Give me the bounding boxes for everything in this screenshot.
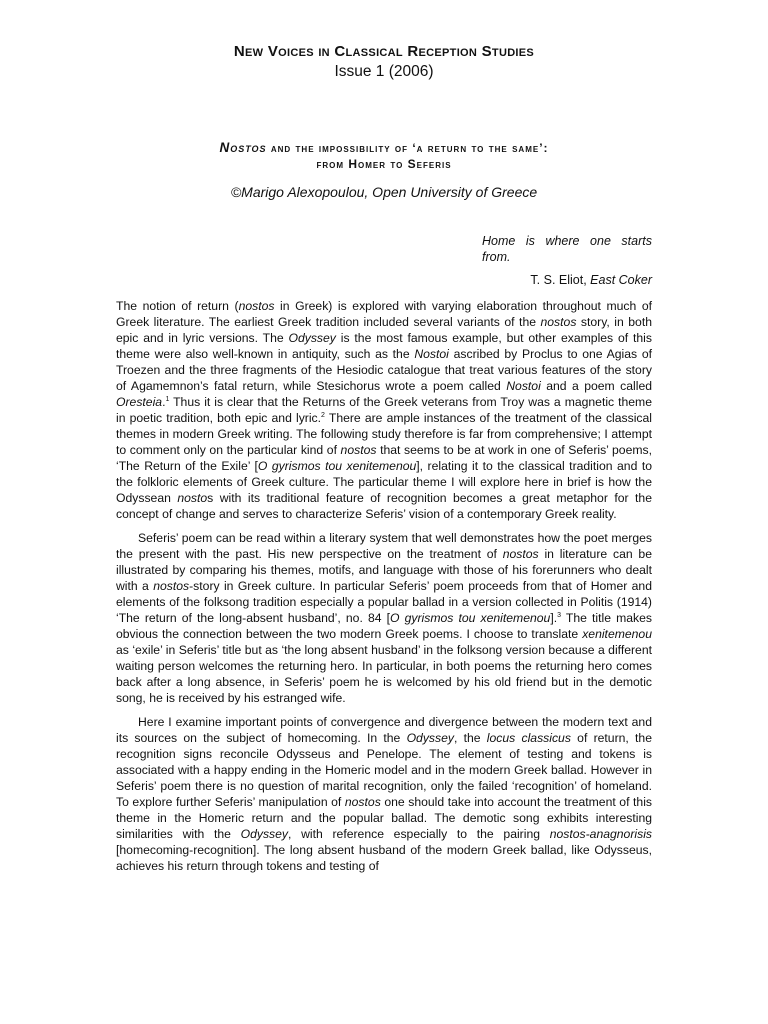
text-run: . — [162, 395, 166, 409]
text-run: Seferis’ poem can be read within a literary system that well demonstrates how the poet merges the present with the past. His new perspective on the treatment of — [116, 531, 652, 561]
text-run: , with reference especially to the pairing — [288, 827, 550, 841]
text-run: as ‘exile’ in Seferis’ title but as ‘the long absent husband’ in the folksong version because a different waiting person welcomes the returning hero. In particular, in both poems the returning hero comes back after a long absence, in Seferis’ poem he is welcomed by his old friend but in the demotic song, he is received by his estranged wife. — [116, 643, 652, 705]
italic-term: nostos — [340, 443, 377, 457]
text-run: Here I examine important points of convergence and divergence between the modern text and its sources on the subject of homecoming. In the — [116, 715, 652, 745]
italic-term: Odyssey — [406, 731, 454, 745]
text-run: The title makes obvious the connection between the two modern Greek poems. I choose to translate — [116, 611, 652, 641]
italic-term: nostos-anagnorisis — [549, 827, 652, 841]
text-run: The notion of return ( — [116, 299, 239, 313]
italic-term: nosto — [177, 491, 208, 505]
italic-term: nostos — [502, 547, 539, 561]
text-run: is the most famous example, but other examples of this theme were also well-known in antiquity, such as the — [116, 331, 652, 361]
italic-term: locus classicus — [486, 731, 571, 745]
text-run: ], relating it to the classical tradition and to the folkloric elements of Greek culture. The particular theme I will explore here in brief is how the Odyssean — [116, 459, 653, 505]
text-run: story, in both epic and in lyric versions. The — [116, 315, 652, 345]
epigraph-quote: Home is where one starts from. — [482, 234, 652, 264]
epigraph-author: T. S. Eliot, — [530, 273, 591, 287]
article-body — [116, 298, 652, 874]
footnote-marker: 3 — [557, 612, 561, 619]
text-run: ascribed by Proclus to one Agias of Troezen and the three fragments of the Hesiodic catalogue that treat various features of the story of Agamemnon’s fatal return, while Stesichorus wrote a poem called — [116, 347, 652, 393]
epigraph-work: East Coker — [590, 273, 652, 287]
journal-header — [116, 42, 652, 82]
italic-term: nostos — [238, 299, 275, 313]
article-title — [116, 140, 652, 172]
text-run: , the — [453, 731, 487, 745]
text-run: There are ample instances of the treatment of the classical themes in modern Greek writing. The following study therefore is far from comprehensive; I attempt to comment only on the particular kind of — [116, 411, 652, 457]
italic-term: Odyssey — [240, 827, 289, 841]
article-title-line-2: from Homer to Seferis — [316, 157, 452, 171]
text-run: [homecoming-recognition]. The long absent husband of the modern Greek ballad, like Odysseus, achieves his return through tokens and testing of — [116, 843, 652, 873]
text-run: in Greek) is explored with varying elaboration throughout much of Greek literature. The earliest Greek tradition included several variants of the — [116, 299, 652, 329]
text-run: that seems to be at work in one of Seferis’ poems, ‘The Return of the Exile’ [ — [116, 443, 652, 473]
text-run: and a poem called — [540, 379, 652, 393]
article-title-line-1 — [116, 140, 652, 156]
article-title-keyword: Nostos — [219, 140, 267, 155]
article-title-line-1-rest: and the impossibility of ‘a return to the same’: — [266, 141, 549, 155]
italic-term: xenitemenou — [582, 627, 652, 641]
journal-title: New Voices in Classical Reception Studies — [233, 43, 535, 60]
text-run: -story in Greek culture. In particular Seferis’ poem proceeds from that of Homer and elements of the folksong tradition especially a popular ballad in a version collected in Politis (1914) ‘The return of the long-absent husband’, no. 84 [ — [116, 579, 652, 625]
footnote-marker: 1 — [165, 396, 170, 403]
italic-term: Nostoi — [506, 379, 541, 393]
italic-term: O gyrismos tou xenitemenou — [257, 459, 417, 473]
italic-term: nostos — [540, 315, 577, 329]
text-run: ]. — [550, 611, 558, 625]
epigraph-source — [482, 272, 652, 288]
author-byline: ©Marigo Alexopoulou, Open University of Greece — [230, 184, 538, 200]
italic-term: nostos — [153, 579, 190, 593]
body-paragraph — [116, 298, 652, 522]
italic-term: Odyssey — [288, 331, 336, 345]
text-run: of return, the recognition signs reconcile Odysseus and Penelope. The element of testing and tokens is associated with a happy ending in the Homeric model and in the modern Greek ballad. However in Seferis’ poem there is no question of marital recognition, only the failed ‘recognition’ of homeland. To explore further Seferis’ manipulation of — [116, 731, 652, 809]
text-run: Thus it is clear that the Returns of the Greek veterans from Troy was a magnetic theme in poetic tradition, both epic and lyric. — [116, 395, 652, 425]
text-run: in literature can be illustrated by comparing his themes, motifs, and language with those of his forerunners who dealt with a — [116, 547, 652, 593]
footnote-marker: 2 — [321, 412, 325, 419]
italic-term: Oresteia — [116, 395, 163, 409]
text-run: one should take into account the treatment of this theme in the Homeric return and the popular ballad. The demotic song exhibits interesting similarities with the — [116, 795, 652, 841]
italic-term: O gyrismos tou xenitemenou — [390, 611, 551, 625]
epigraph — [482, 233, 652, 288]
body-paragraph — [116, 714, 652, 874]
italic-term: nostos — [344, 795, 381, 809]
journal-issue: Issue 1 (2006) — [334, 63, 434, 80]
body-paragraph — [116, 530, 652, 706]
italic-term: Nostoi — [414, 347, 449, 361]
text-run: s with its traditional feature of recognition becomes a great metaphor for the concept of change and serves to characterize Seferis’ vision of a contemporary Greek reality. — [116, 491, 652, 521]
